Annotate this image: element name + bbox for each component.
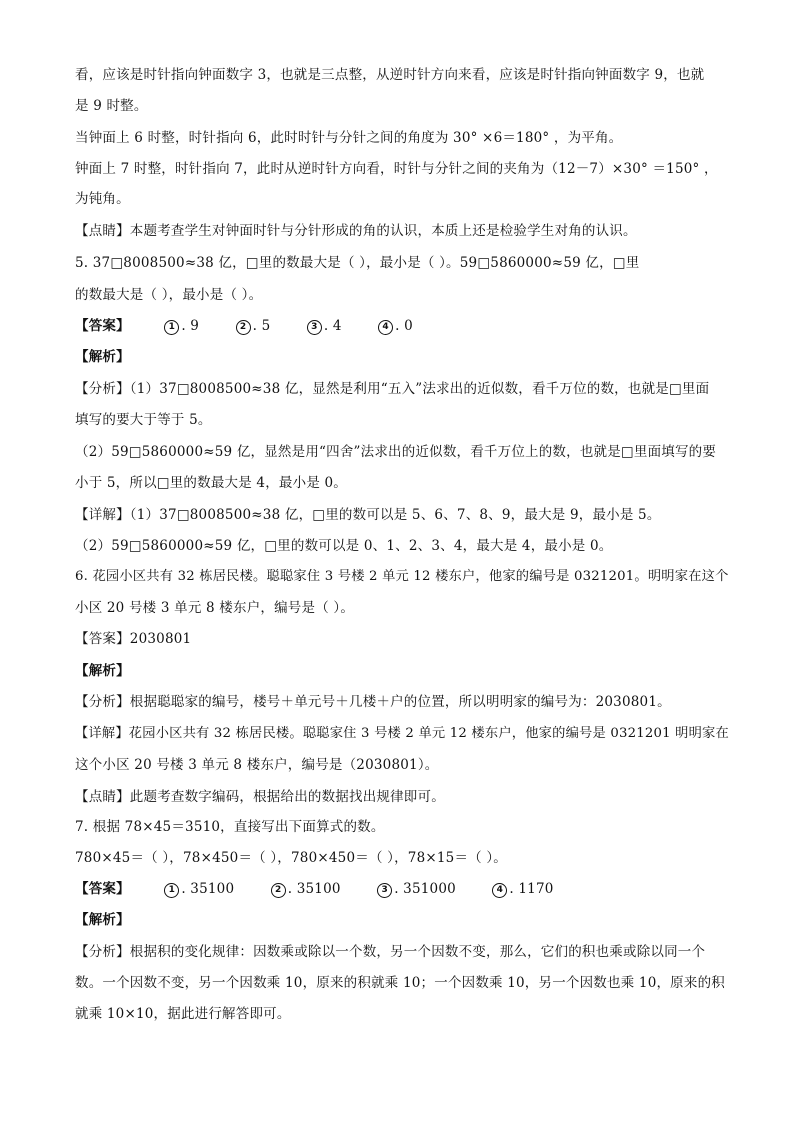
text-line: 【分析】根据聪聪家的编号，楼号＋单元号＋几楼＋户的位置，所以明明家的编号为：2030801。	[75, 694, 671, 710]
answer-value: . 4	[323, 318, 342, 334]
answer-value: . 9	[181, 318, 200, 334]
circled-number-icon: 2	[271, 883, 286, 898]
text-line: 填写的要大于等于 5。	[75, 412, 212, 428]
answer-label: 【答案】	[75, 318, 130, 334]
analysis-heading: 【解析】	[75, 349, 130, 365]
text-line: 是 9 时整。	[75, 98, 148, 114]
text-line: 小于 5，所以□里的数最大是 4，最小是 0。	[75, 475, 347, 491]
question-7-cont: 780×45＝（ ），78×450＝（ ），780×450＝（ ），78×15＝（ ）。	[75, 850, 507, 866]
circled-number-icon: 1	[164, 320, 179, 335]
answer-value: . 351000	[394, 881, 456, 897]
answer-value: . 1170	[509, 881, 554, 897]
text-line: 数。一个因数不变，另一个因数乘 10，原来的积就乘 10；一个因数乘 10，另一个因数也乘 10，原来的积	[75, 975, 725, 991]
circled-number-icon: 4	[492, 883, 507, 898]
text-line: （2）59□5860000≈59 亿，显然是用“四舍”法求出的近似数，看千万位上的数，也就是□里面填写的要	[75, 444, 717, 460]
circled-number-icon: 3	[377, 883, 392, 898]
answer-row-q6: 【答案】2030801	[75, 631, 192, 647]
text-line: 这个小区 20 号楼 3 单元 8 楼东户，编号是（2030801）。	[75, 757, 439, 773]
text-line: 【详解】（1）37□8008500≈38 亿，□里的数可以是 5、6、7、8、9，最大是 9，最小是 5。	[75, 507, 661, 523]
question-7: 7. 根据 78×45＝3510，直接写出下面算式的数。	[75, 819, 385, 835]
text-line: 为钝角。	[75, 191, 130, 207]
text-line: 当钟面上 6 时整，时针指向 6，此时时针与分针之间的角度为 30° ×6＝180° ，为平角。	[75, 130, 623, 146]
text-line: 【分析】根据积的变化规律：因数乘或除以一个数，另一个因数不变，那么，它们的积也乘或除以同一个	[75, 944, 706, 960]
commentary-line: 【点睛】本题考查学生对钟面时针与分针形成的角的认识，本质上还是检验学生对角的认识。	[75, 223, 637, 239]
answer-item	[236, 317, 271, 335]
answer-row-q7	[75, 880, 586, 898]
answer-item	[378, 317, 413, 335]
circled-number-icon: 4	[378, 320, 393, 335]
answer-item	[164, 317, 199, 335]
answer-items	[164, 880, 585, 898]
text-line: 钟面上 7 时整，时针指向 7，此时从逆时针方向看，时针与分针之间的夹角为（12－7）×30° ＝150° ，	[75, 161, 718, 177]
text-line: 【详解】花园小区共有 32 栋居民楼。聪聪家住 3 号楼 2 单元 12 楼东户，他家的编号是 0321201 明明家在	[75, 726, 729, 741]
circled-number-icon: 1	[164, 883, 179, 898]
circled-number-icon: 2	[236, 320, 251, 335]
commentary-line: 【点睛】此题考查数字编码，根据给出的数据找出规律即可。	[75, 789, 445, 805]
answer-item	[492, 880, 553, 898]
question-5-cont: 的数最大是（ ），最小是（ ）。	[75, 287, 263, 303]
circled-number-icon: 3	[307, 320, 322, 335]
text-line: （2）59□5860000≈59 亿，□里的数可以是 0、1、2、3、4，最大是 4，最小是 0。	[75, 538, 613, 554]
answer-label: 【答案】	[75, 881, 130, 897]
answer-item	[307, 317, 342, 335]
answer-item	[164, 880, 234, 898]
question-6-cont: 小区 20 号楼 3 单元 8 楼东户，编号是（ ）。	[75, 600, 355, 616]
answer-item	[377, 880, 456, 898]
answer-value: . 35100	[287, 881, 341, 897]
answer-value: . 0	[395, 318, 413, 334]
analysis-heading: 【解析】	[75, 912, 130, 928]
answer-value: . 5	[252, 318, 271, 334]
answer-row-q5	[75, 317, 445, 335]
text-line: 【分析】（1）37□8008500≈38 亿，显然是利用“五入”法求出的近似数，看千万位的数，也就是□里面	[75, 381, 710, 397]
text-line: 就乘 10×10，据此进行解答即可。	[75, 1006, 291, 1022]
question-6: 6. 花园小区共有 32 栋居民楼。聪聪家住 3 号楼 2 单元 12 楼东户，他家的编号是 0321201。明明家在这个	[75, 569, 729, 584]
answer-item	[271, 880, 341, 898]
text-line: 看，应该是时针指向钟面数字 3，也就是三点整，从逆时针方向来看，应该是时针指向钟面数字 9，也就	[75, 67, 705, 83]
answer-items	[164, 317, 445, 335]
question-5: 5. 37□8008500≈38 亿，□里的数最大是（ ），最小是（ ）。59□5860000≈59 亿，□里	[75, 255, 640, 271]
analysis-heading: 【解析】	[75, 663, 130, 679]
answer-value: . 35100	[181, 881, 235, 897]
